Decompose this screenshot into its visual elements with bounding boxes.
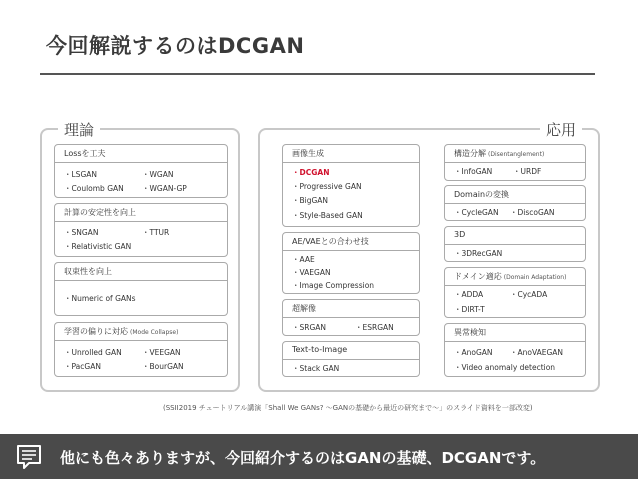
list-item: ・SNGAN (64, 228, 99, 237)
list-item: ・BigGAN (292, 196, 329, 205)
box-heading: 収束性を向上 (64, 267, 112, 276)
theory-section-label: 理論 (58, 119, 100, 140)
list-item: ・InfoGAN (454, 167, 493, 176)
box-divider (55, 340, 227, 341)
box-divider (445, 244, 585, 245)
box-heading: 異常検知 (454, 328, 486, 337)
box-subheading: (Disentanglement) (488, 151, 545, 158)
list-item: ・Unrolled GAN (64, 348, 122, 357)
box-divider (55, 280, 227, 281)
list-item: ・Stack GAN (292, 364, 340, 373)
list-item: ・ADDA (454, 290, 484, 299)
list-item: ・AnoGAN (454, 348, 493, 357)
box-heading: Text-to-Image (292, 345, 348, 354)
list-item: ・VEEGAN (142, 348, 181, 357)
list-item: ・CycleGAN (454, 208, 499, 217)
box-heading: 3D (454, 230, 466, 239)
list-item: ・Video anomaly detection (454, 363, 556, 372)
box-divider (283, 250, 419, 251)
app-box-disentanglement (444, 144, 586, 181)
citation-note: (SSII2019 チュートリアル講演「Shall We GANs? 〜GANの基礎から最近の研究まで〜」のスライド資料を一部改変) (163, 404, 533, 412)
box-divider (445, 162, 585, 163)
list-item: ・AAE (292, 255, 315, 264)
list-item: ・SRGAN (292, 323, 327, 332)
list-item: ・Numeric of GANs (64, 294, 136, 303)
list-item: ・Relativistic GAN (64, 242, 132, 251)
list-item: ・DiscoGAN (510, 208, 555, 217)
bottom-message-bar (0, 434, 638, 479)
box-heading: 計算の安定性を向上 (64, 208, 136, 217)
list-item-highlight: ・DCGAN (292, 168, 330, 177)
list-item: ・Style-Based GAN (292, 211, 363, 220)
list-item: ・LSGAN (64, 170, 97, 179)
list-item: ・CycADA (510, 290, 548, 299)
app-box-super-resolution (282, 299, 420, 336)
application-section-label: 応用 (540, 119, 582, 140)
box-divider (283, 162, 419, 163)
box-heading: 超解像 (292, 304, 316, 313)
theory-box-convergence (54, 262, 228, 316)
list-item: ・ESRGAN (355, 323, 394, 332)
app-box-ae-vae (282, 232, 420, 294)
list-item: ・WGAN (142, 170, 174, 179)
app-box-image-generation (282, 144, 420, 227)
list-item: ・VAEGAN (292, 268, 331, 277)
box-heading: Lossを工夫 (64, 149, 106, 158)
box-divider (445, 203, 585, 204)
app-box-domain-adaptation (444, 267, 586, 318)
page-title: 今回解説するのはDCGAN (46, 34, 305, 58)
box-heading: 学習の偏りに対応 (Mode Collapse) (64, 327, 179, 336)
list-item: ・URDF (513, 167, 542, 176)
box-heading: 構造分解 (Disentanglement) (454, 149, 545, 158)
box-divider (55, 162, 227, 163)
list-item: ・Image Compression (292, 281, 375, 290)
list-item: ・Coulomb GAN (64, 184, 124, 193)
box-heading: Domainの変換 (454, 190, 510, 199)
box-heading: AE/VAEとの合わせ技 (292, 237, 369, 246)
title-divider (40, 73, 595, 75)
list-item: ・TTUR (142, 228, 170, 237)
list-item: ・Progressive GAN (292, 182, 362, 191)
box-divider (445, 341, 585, 342)
box-heading: ドメイン適応 (Domain Adaptation) (454, 272, 567, 281)
box-divider (283, 359, 419, 360)
list-item: ・BourGAN (142, 362, 184, 371)
list-item: ・3DRecGAN (454, 249, 503, 258)
theory-box-stability (54, 203, 228, 257)
list-item: ・WGAN-GP (142, 184, 187, 193)
theory-box-loss (54, 144, 228, 198)
box-divider (283, 317, 419, 318)
box-subheading: (Mode Collapse) (130, 329, 179, 336)
box-subheading: (Domain Adaptation) (503, 274, 567, 281)
list-item: ・AnoVAEGAN (510, 348, 564, 357)
list-item: ・DIRT-T (454, 305, 485, 314)
app-box-text-to-image (282, 341, 420, 377)
list-item: ・PacGAN (64, 362, 101, 371)
theory-box-mode-collapse (54, 322, 228, 377)
app-box-domain-transfer (444, 185, 586, 221)
comment-icon (16, 444, 42, 470)
box-heading: 画像生成 (292, 149, 324, 158)
box-divider (445, 285, 585, 286)
bottom-message: 他にも色々ありますが、今回紹介するのはGANの基礎、DCGANです。 (60, 449, 546, 467)
app-box-anomaly-detection (444, 323, 586, 377)
box-divider (55, 221, 227, 222)
app-box-3d (444, 226, 586, 262)
